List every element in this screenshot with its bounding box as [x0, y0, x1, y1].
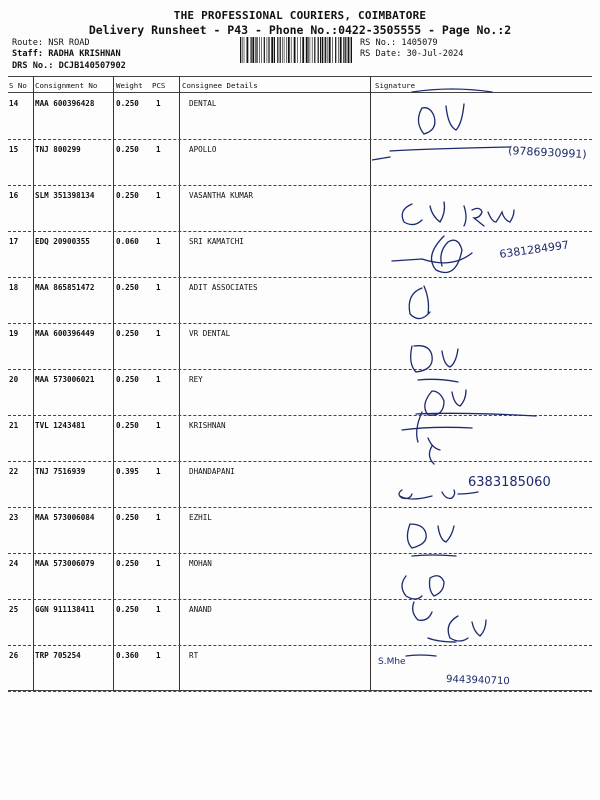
col-header-pcs: PCS	[152, 81, 166, 90]
row-consignee: DENTAL	[189, 99, 217, 108]
row-pcs: 1	[156, 513, 161, 522]
row-consignee: RT	[189, 651, 199, 660]
rs-date: RS Date: 30-Jul-2024	[360, 49, 464, 59]
row-weight: 0.250	[116, 283, 139, 292]
row-pcs: 1	[156, 237, 161, 246]
row-pcs: 1	[156, 329, 161, 338]
row-sno: 18	[9, 283, 19, 292]
row-consignee: ADIT ASSOCIATES	[189, 283, 258, 292]
row-consignment-no: TNJ 800299	[35, 145, 81, 154]
route-label: Route: NSR ROAD	[12, 38, 90, 48]
row-pcs: 1	[156, 605, 161, 614]
row-weight: 0.250	[116, 513, 139, 522]
row-consignee: DHANDAPANI	[189, 467, 235, 476]
row-consignment-no: MAA 600396428	[35, 99, 95, 108]
col-header-consignment: Consignment No	[35, 81, 98, 90]
row-consignment-no: TRP 705254	[35, 651, 81, 660]
row-consignee: MOHAN	[189, 559, 212, 568]
row-consignment-no: TVL 1243481	[35, 421, 86, 430]
col-header-signature: Signature	[375, 81, 416, 90]
handwritten-phone: (9786930991)	[507, 144, 587, 162]
row-pcs: 1	[156, 145, 161, 154]
row-sno: 17	[9, 237, 19, 246]
row-pcs: 1	[156, 467, 161, 476]
row-consignment-no: MAA 600396449	[35, 329, 95, 338]
row-sno: 24	[9, 559, 19, 568]
row-consignee: EZHIL	[189, 513, 212, 522]
staff-label: Staff: RADHA KRISHNAN	[12, 49, 121, 59]
runsheet-subtitle: Delivery Runsheet - P43 - Phone No.:0422-3505555 - Page No.:2	[88, 23, 512, 37]
rs-number: RS No.: 1405079	[360, 38, 438, 48]
handwritten-phone: 9443940710	[445, 674, 510, 688]
row-weight: 0.250	[116, 559, 139, 568]
row-pcs: 1	[156, 375, 161, 384]
row-consignment-no: MAA 573006079	[35, 559, 95, 568]
col-header-weight: Weight	[116, 81, 143, 90]
col-header-sno: S No	[9, 81, 27, 90]
row-sno: 22	[9, 467, 19, 476]
row-weight: 0.250	[116, 99, 139, 108]
row-consignee: REY	[189, 375, 203, 384]
row-weight: 0.060	[116, 237, 139, 246]
row-pcs: 1	[156, 559, 161, 568]
row-weight: 0.250	[116, 329, 139, 338]
row-sno: 23	[9, 513, 19, 522]
row-consignment-no: SLM 351398134	[35, 191, 95, 200]
row-weight: 0.250	[116, 191, 139, 200]
row-sno: 16	[9, 191, 19, 200]
row-consignee: APOLLO	[189, 145, 217, 154]
row-pcs: 1	[156, 421, 161, 430]
row-consignee: ANAND	[189, 605, 212, 614]
row-consignment-no: MAA 865851472	[35, 283, 95, 292]
row-consignment-no: MAA 573006084	[35, 513, 95, 522]
row-pcs: 1	[156, 191, 161, 200]
row-weight: 0.250	[116, 145, 139, 154]
table-bottom-rule	[8, 690, 592, 691]
row-consignee: KRISHNAN	[189, 421, 226, 430]
row-pcs: 1	[156, 99, 161, 108]
drs-number: DRS No.: DCJB140507902	[12, 61, 126, 71]
row-weight: 0.250	[116, 375, 139, 384]
row-sno: 21	[9, 421, 19, 430]
row-sno: 15	[9, 145, 19, 154]
row-consignment-no: GGN 911138411	[35, 605, 95, 614]
page-title: THE PROFESSIONAL COURIERS, COIMBATORE	[173, 9, 427, 22]
row-sno: 14	[9, 99, 19, 108]
handwritten-phone: 6381284997	[498, 238, 570, 261]
row-weight: 0.250	[116, 605, 139, 614]
row-consignment-no: MAA 573006021	[35, 375, 95, 384]
handwritten-phone: 6383185060	[468, 475, 551, 490]
barcode	[240, 37, 352, 63]
row-consignment-no: EDQ 20900355	[35, 237, 90, 246]
row-consignment-no: TNJ 7516939	[35, 467, 86, 476]
row-sno: 19	[9, 329, 19, 338]
row-sno: 26	[9, 651, 19, 660]
row-consignee: VR DENTAL	[189, 329, 231, 338]
row-weight: 0.360	[116, 651, 139, 660]
col-header-consignee: Consignee Details	[182, 81, 258, 90]
row-consignee: VASANTHA KUMAR	[189, 191, 254, 200]
row-pcs: 1	[156, 651, 161, 660]
handwritten-name: S.Mhe	[378, 657, 406, 667]
row-weight: 0.250	[116, 421, 139, 430]
row-consignee: SRI KAMATCHI	[189, 237, 244, 246]
row-sno: 25	[9, 605, 19, 614]
row-sno: 20	[9, 375, 19, 384]
row-weight: 0.395	[116, 467, 139, 476]
row-pcs: 1	[156, 283, 161, 292]
signature-scribbles	[372, 76, 596, 696]
